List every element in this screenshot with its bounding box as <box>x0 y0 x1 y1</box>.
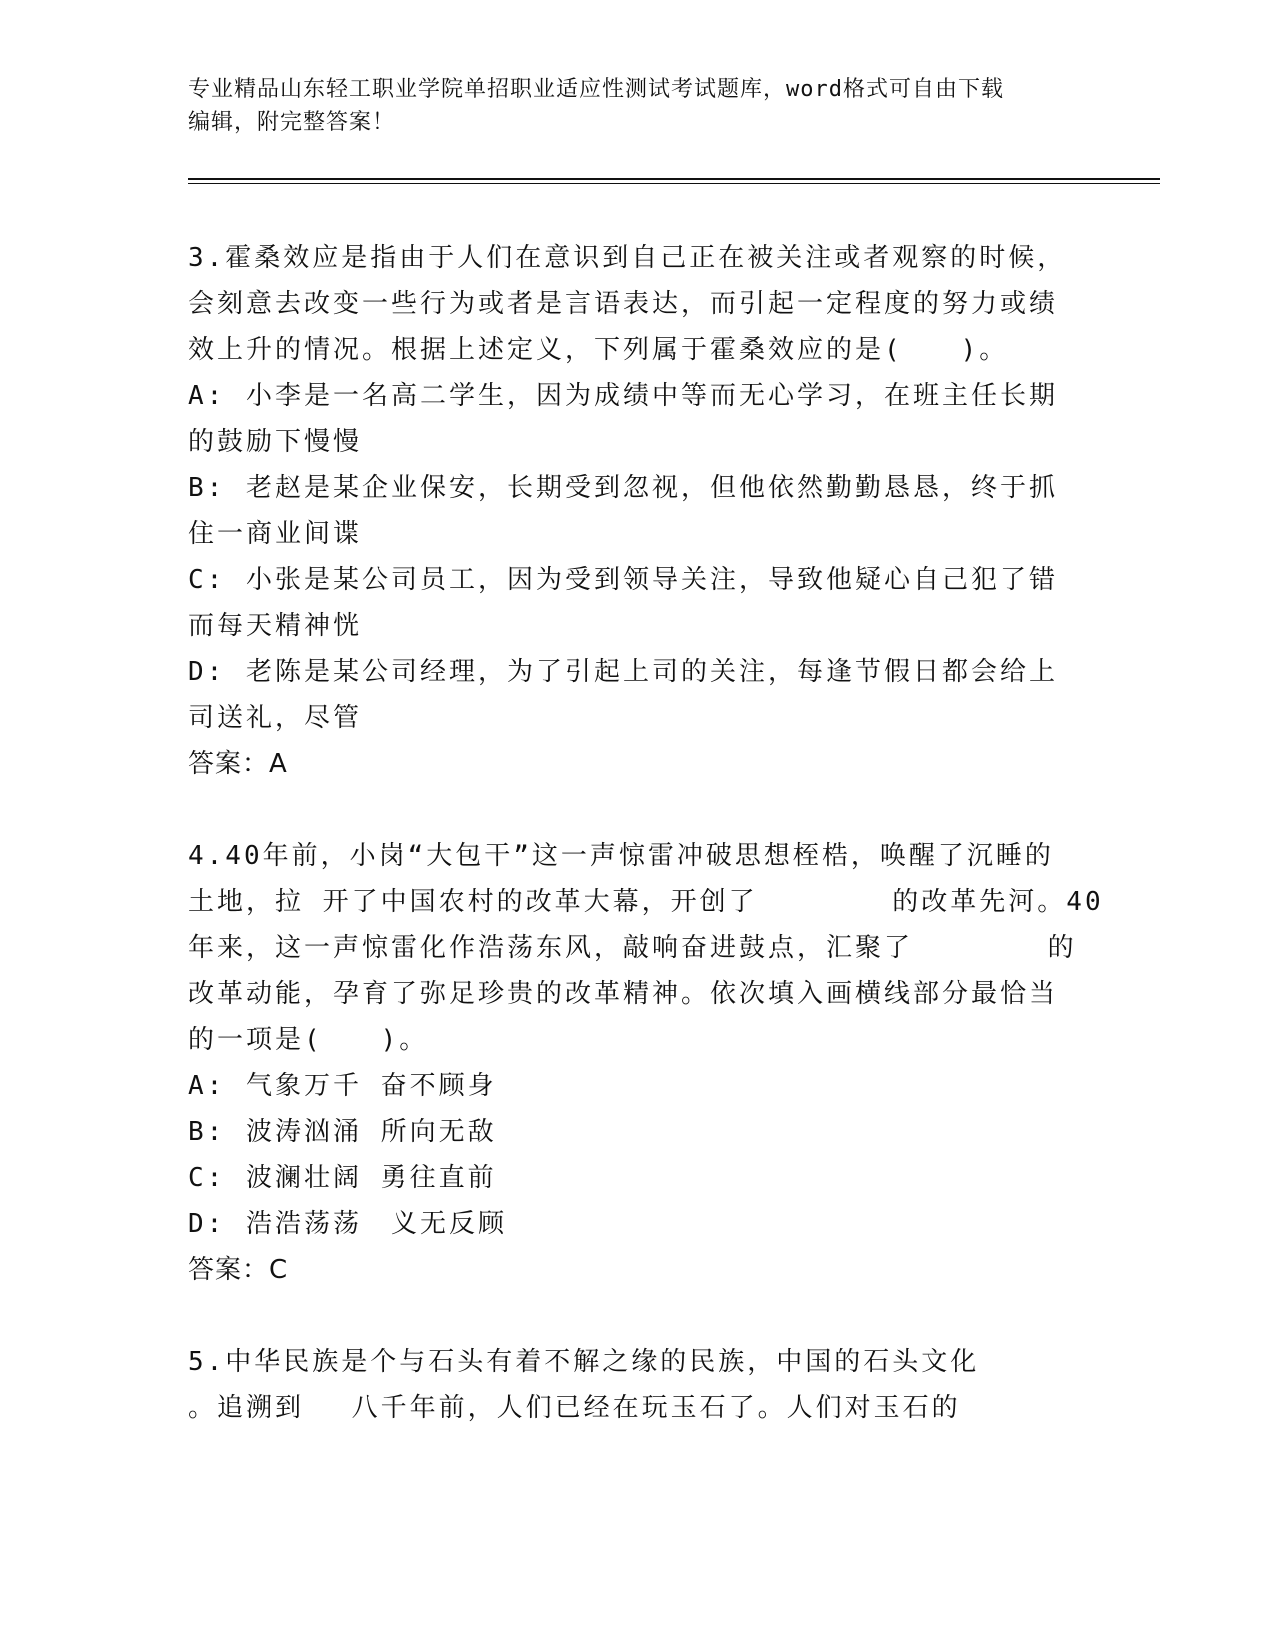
option-text: 波澜壮阔 勇往直前 <box>246 1163 497 1193</box>
question-text-line: 5.中华民族是个与石头有着不解之缘的民族，中国的石头文化 <box>188 1347 980 1377</box>
option-c <box>188 1155 1088 1201</box>
option-key: B: <box>188 473 226 503</box>
question-text-line: 会刻意去改变一些行为或者是言语表达，而引起一定程度的努力或绩 <box>188 289 1059 319</box>
option-key: C: <box>188 1163 226 1193</box>
option-key: C: <box>188 565 226 595</box>
option-text: 老陈是某公司经理，为了引起上司的关注，每逢节假日都会给上 <box>246 657 1059 687</box>
option-text-continued: 而每天精神恍 <box>188 611 363 641</box>
document-body <box>188 235 1104 1477</box>
option-text-continued: 司送礼，尽管 <box>188 703 363 733</box>
document-header <box>188 73 1088 139</box>
header-divider-thin <box>188 183 1160 184</box>
option-c <box>188 557 1088 649</box>
option-text: 浩浩荡荡 义无反顾 <box>246 1209 508 1239</box>
question-3 <box>188 235 1088 787</box>
question-text-line: 改革动能，孕育了弥足珍贵的改革精神。依次填入画横线部分最恰当 <box>188 979 1059 1009</box>
option-text-continued: 的鼓励下慢慢 <box>188 427 363 457</box>
option-d <box>188 649 1088 741</box>
option-b <box>188 1109 1088 1155</box>
option-d <box>188 1201 1088 1247</box>
answer-label: 答案：C <box>188 1255 289 1285</box>
question-text-line: 效上升的情况。根据上述定义，下列属于霍桑效应的是( )。 <box>188 335 1009 365</box>
question-text-line: 土地，拉 开了中国农村的改革大幕，开创了 的改革先河。40 <box>188 887 1104 917</box>
option-text: 气象万千 奋不顾身 <box>246 1071 497 1101</box>
option-text: 小张是某公司员工，因为受到领导关注，导致他疑心自己犯了错 <box>246 565 1059 595</box>
question-text-line: 年来，这一声惊雷化作浩荡东风，敲响奋进鼓点，汇聚了 的 <box>188 933 1077 963</box>
header-divider-thick <box>188 178 1160 180</box>
question-5 <box>188 1339 1088 1431</box>
question-text-line: 的一项是( )。 <box>188 1025 429 1055</box>
question-text-line: 。追溯到 八千年前，人们已经在玩玉石了。人们对玉石的 <box>188 1393 961 1423</box>
question-text-line: 4.40年前，小岗“大包干”这一声惊雷冲破思想桎梏，唤醒了沉睡的 <box>188 841 1054 871</box>
header-line-1: 专业精品山东轻工职业学院单招职业适应性测试考试题库，word格式可自由下载 <box>188 77 1004 102</box>
option-key: D: <box>188 657 226 687</box>
option-text-continued: 住一商业间谍 <box>188 519 363 549</box>
option-key: B: <box>188 1117 226 1147</box>
option-key: A: <box>188 381 226 411</box>
question-text-line: 3.霍桑效应是指由于人们在意识到自己正在被关注或者观察的时候， <box>188 243 1067 273</box>
option-key: D: <box>188 1209 226 1239</box>
option-text: 波涛汹涌 所向无敌 <box>246 1117 497 1147</box>
option-text: 小李是一名高二学生，因为成绩中等而无心学习，在班主任长期 <box>246 381 1059 411</box>
header-line-2: 编辑，附完整答案！ <box>188 110 396 135</box>
option-a <box>188 373 1088 465</box>
option-text: 老赵是某企业保安，长期受到忽视，但他依然勤勤恳恳，终于抓 <box>246 473 1059 503</box>
option-a <box>188 1063 1088 1109</box>
option-b <box>188 465 1088 557</box>
question-4 <box>188 833 1104 1293</box>
answer-label: 答案：A <box>188 749 288 779</box>
option-key: A: <box>188 1071 226 1101</box>
